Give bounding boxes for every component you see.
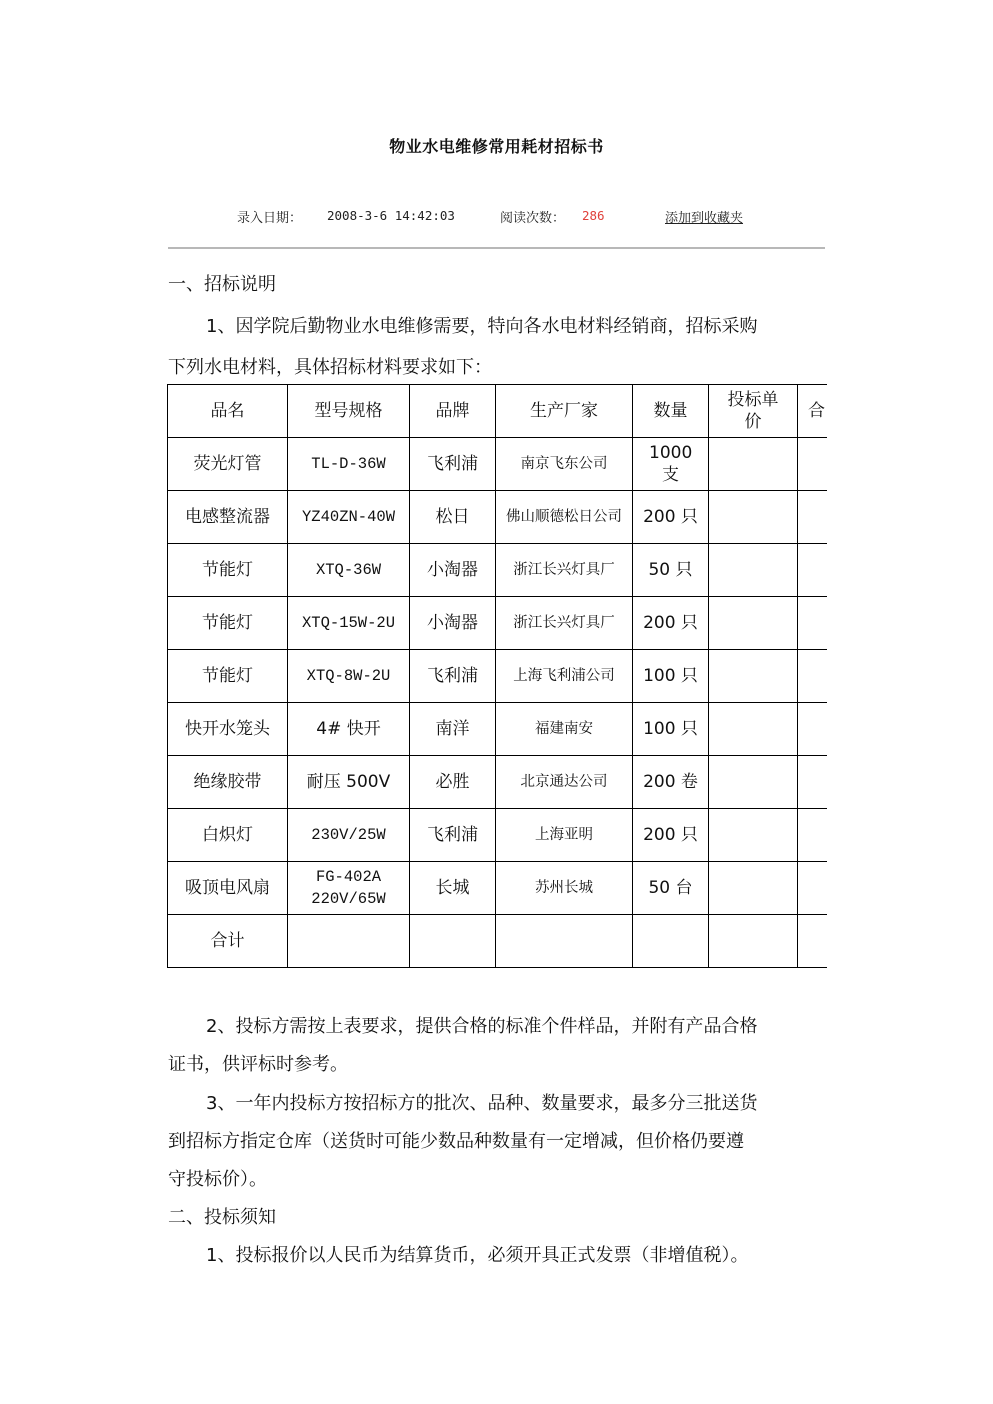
cell-unit-price	[709, 809, 798, 862]
cell-empty	[633, 915, 709, 968]
cell-unit-price	[709, 703, 798, 756]
table-row	[168, 756, 828, 809]
cell-unit-price	[709, 491, 798, 544]
cell-name: 白炽灯	[168, 809, 288, 862]
cell-manufacturer: 苏州长城	[496, 862, 633, 915]
cell-name: 节能灯	[168, 650, 288, 703]
cell-total	[798, 756, 828, 809]
cell-unit-price	[709, 862, 798, 915]
table-row	[168, 650, 828, 703]
add-to-favorites-link[interactable]: 添加到收藏夹	[665, 211, 744, 226]
cell-manufacturer: 北京通达公司	[496, 756, 633, 809]
cell-total	[798, 491, 828, 544]
table-row	[168, 544, 828, 597]
paragraph-1-line-1: 1、因学院后勤物业水电维修需要，特向各水电材料经销商，招标采购	[206, 316, 758, 337]
cell-manufacturer: 上海亚明	[496, 809, 633, 862]
cell-name: 节能灯	[168, 597, 288, 650]
header-cell: 生产厂家	[496, 385, 633, 438]
cell-name: 荧光灯管	[168, 438, 288, 491]
cell-quantity: 50 台	[633, 862, 709, 915]
cell-manufacturer: 福建南安	[496, 703, 633, 756]
cell-quantity: 200 只	[633, 491, 709, 544]
cell-quantity: 200 只	[633, 597, 709, 650]
cell-unit-price	[709, 756, 798, 809]
cell-manufacturer: 上海飞利浦公司	[496, 650, 633, 703]
cell-manufacturer: 浙江长兴灯具厂	[496, 544, 633, 597]
paragraph-3-line-3: 守投标价）。	[168, 1169, 267, 1190]
header-cell: 型号规格	[288, 385, 410, 438]
cell-total	[798, 544, 828, 597]
page-title: 物业水电维修常用耗材招标书	[389, 137, 604, 156]
cell-brand: 飞利浦	[410, 809, 496, 862]
cell-empty	[288, 915, 410, 968]
cell-manufacturer: 南京飞东公司	[496, 438, 633, 491]
cell-brand: 小淘器	[410, 544, 496, 597]
header-cell: 品牌	[410, 385, 496, 438]
cell-manufacturer: 浙江长兴灯具厂	[496, 597, 633, 650]
paragraph-3-line-1: 3、一年内投标方按招标方的批次、品种、数量要求，最多分三批送货	[206, 1093, 758, 1114]
table-row	[168, 809, 828, 862]
entry-date-value: 2008-3-6 14:42:03	[327, 208, 455, 223]
cell-total	[798, 438, 828, 491]
cell-quantity: 1000支	[633, 438, 709, 491]
cell-total	[798, 862, 828, 915]
cell-model: XTQ-36W	[288, 544, 410, 597]
header-cell: 数量	[633, 385, 709, 438]
cell-name: 快开水笼头	[168, 703, 288, 756]
read-count-value: 286	[582, 208, 605, 223]
cell-total	[798, 650, 828, 703]
cell-name: 绝缘胶带	[168, 756, 288, 809]
table-row	[168, 862, 828, 915]
header-cell: 投标单价	[709, 385, 798, 438]
paragraph-2-line-1: 2、投标方需按上表要求，提供合格的标准个件样品，并附有产品合格	[206, 1016, 758, 1037]
cell-model: XTQ-15W-2U	[288, 597, 410, 650]
table-row	[168, 438, 828, 491]
paragraph-2-line-2: 证书，供评标时参考。	[168, 1054, 348, 1075]
cell-model: XTQ-8W-2U	[288, 650, 410, 703]
header-cell: 品名	[168, 385, 288, 438]
cell-total	[798, 703, 828, 756]
paragraph-1-line-2: 下列水电材料，具体招标材料要求如下：	[168, 357, 492, 378]
entry-date-label: 录入日期：	[237, 211, 303, 226]
table-row	[168, 491, 828, 544]
cell-brand: 飞利浦	[410, 438, 496, 491]
cell-quantity: 100 只	[633, 650, 709, 703]
cell-brand: 必胜	[410, 756, 496, 809]
section-heading-bid-notes: 二、投标须知	[168, 1207, 276, 1228]
cell-brand: 小淘器	[410, 597, 496, 650]
table-row	[168, 703, 828, 756]
total-label: 合计	[168, 915, 288, 968]
cell-empty	[496, 915, 633, 968]
read-count-label: 阅读次数：	[500, 211, 566, 226]
cell-total	[798, 597, 828, 650]
cell-model: TL-D-36W	[288, 438, 410, 491]
cell-quantity: 100 只	[633, 703, 709, 756]
cell-model: FG-402A 220V/65W	[288, 862, 410, 915]
cell-unit-price	[709, 438, 798, 491]
cell-quantity: 200 卷	[633, 756, 709, 809]
cell-empty	[410, 915, 496, 968]
cell-name: 吸顶电风扇	[168, 862, 288, 915]
cell-quantity: 50 只	[633, 544, 709, 597]
cell-brand: 南洋	[410, 703, 496, 756]
cell-total	[798, 809, 828, 862]
table-header-row	[168, 385, 828, 438]
cell-quantity: 200 只	[633, 809, 709, 862]
cell-manufacturer: 佛山顺德松日公司	[496, 491, 633, 544]
paragraph-4-line-1: 1、投标报价以人民币为结算货币，必须开具正式发票（非增值税）。	[206, 1245, 749, 1266]
cell-model: 4# 快开	[288, 703, 410, 756]
section-heading-bid-description: 一、招标说明	[168, 274, 276, 295]
cell-unit-price	[709, 597, 798, 650]
cell-model: YZ40ZN-40W	[288, 491, 410, 544]
cell-model: 耐压 500V	[288, 756, 410, 809]
header-cell: 合	[798, 385, 828, 438]
cell-unit-price	[709, 544, 798, 597]
cell-model: 230V/25W	[288, 809, 410, 862]
header-divider	[168, 247, 825, 249]
cell-name: 节能灯	[168, 544, 288, 597]
cell-empty	[798, 915, 828, 968]
cell-brand: 飞利浦	[410, 650, 496, 703]
table-total-row	[168, 915, 828, 968]
materials-table	[167, 384, 827, 972]
table-row	[168, 597, 828, 650]
cell-name: 电感整流器	[168, 491, 288, 544]
cell-brand: 长城	[410, 862, 496, 915]
cell-unit-price	[709, 650, 798, 703]
cell-empty	[709, 915, 798, 968]
paragraph-3-line-2: 到招标方指定仓库（送货时可能少数品种数量有一定增减，但价格仍要遵	[168, 1131, 744, 1152]
cell-brand: 松日	[410, 491, 496, 544]
